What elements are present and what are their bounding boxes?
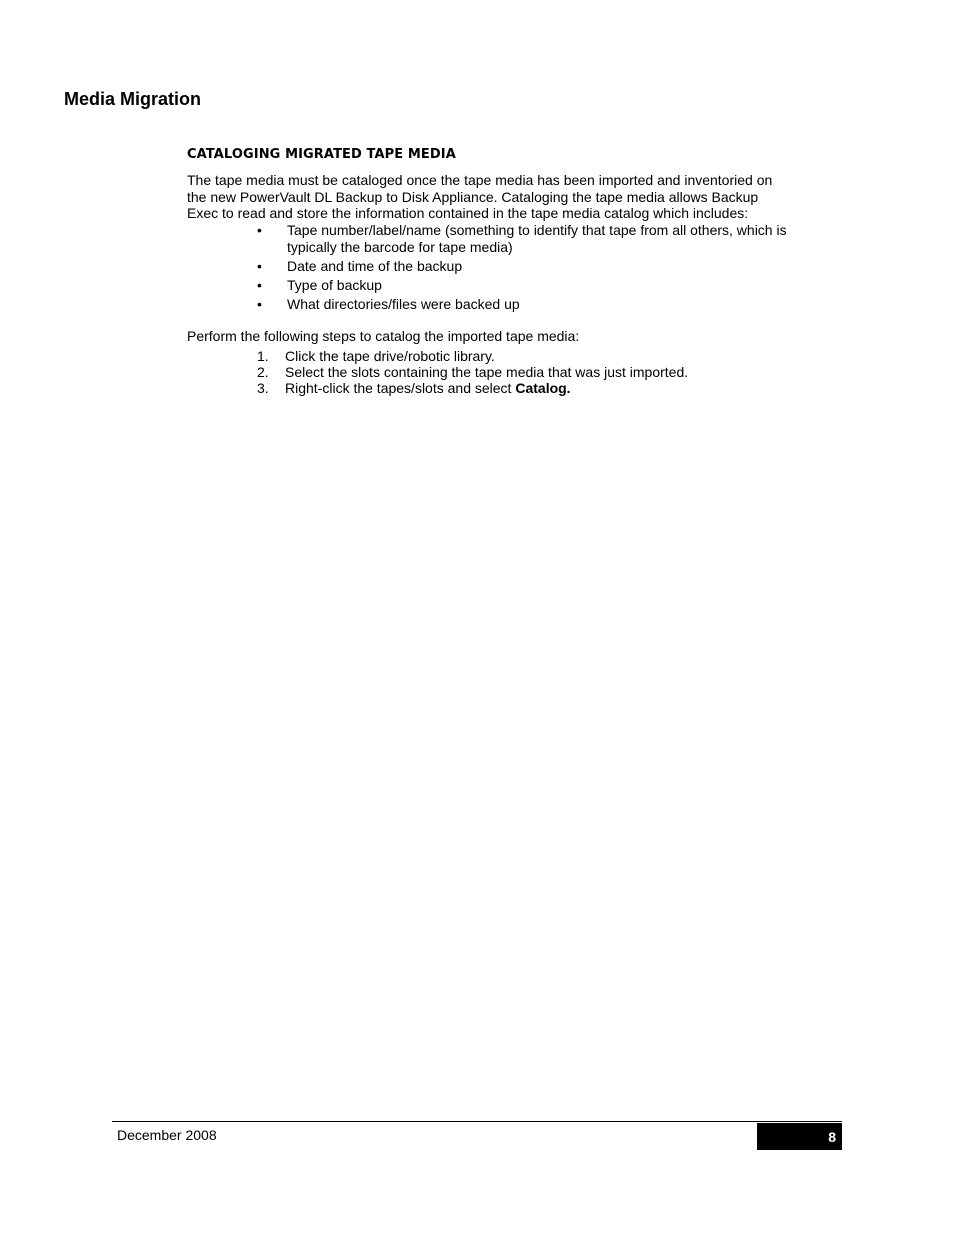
step-text: Click the tape drive/robotic library.: [285, 348, 495, 364]
page-number: 8: [828, 1129, 836, 1145]
list-item-text: What directories/files were backed up: [287, 295, 520, 312]
footer-divider: [112, 1121, 842, 1122]
page-title: Media Migration: [64, 89, 202, 109]
bullet-icon: •: [257, 222, 262, 238]
list-item: [256, 222, 796, 255]
intro-paragraph: The tape media must be cataloged once the tape media has been imported and inventoried on the new PowerVault DL Backup to Disk Appliance. Cataloging the tape media allows Backup Exec to read and store the information contained in the tape media catalog which includes:: [187, 172, 773, 221]
page-number-box: [757, 1123, 842, 1150]
footer-date: December 2008: [117, 1127, 217, 1143]
list-item: [256, 296, 796, 313]
list-item: [256, 277, 796, 294]
step-item: [256, 364, 796, 380]
list-item-text: Tape number/label/name (something to identify that tape from all others, which is typically the barcode for tape media): [287, 222, 787, 255]
steps-intro: Perform the following steps to catalog the imported tape media:: [187, 328, 580, 344]
step-text: Select the slots containing the tape media that was just imported.: [285, 364, 689, 380]
list-item-text: Date and time of the backup: [287, 257, 463, 274]
section-heading: CATALOGING MIGRATED TAPE MEDIA: [187, 147, 456, 162]
bullet-icon: •: [257, 295, 262, 312]
step-item: [256, 348, 796, 364]
bullet-icon: •: [257, 276, 262, 293]
step-list: [256, 348, 796, 396]
step-item: [256, 380, 796, 396]
bullet-icon: •: [257, 257, 262, 274]
step-number: 1.: [257, 348, 269, 364]
step-number: 2.: [257, 364, 269, 380]
list-item-text: Type of backup: [287, 276, 382, 293]
step-number: 3.: [257, 380, 269, 396]
list-item: [256, 258, 796, 275]
step-emphasis: Catalog.: [515, 380, 571, 396]
step-text: Right-click the tapes/slots and select: [285, 380, 516, 396]
catalog-info-list: [256, 222, 796, 315]
